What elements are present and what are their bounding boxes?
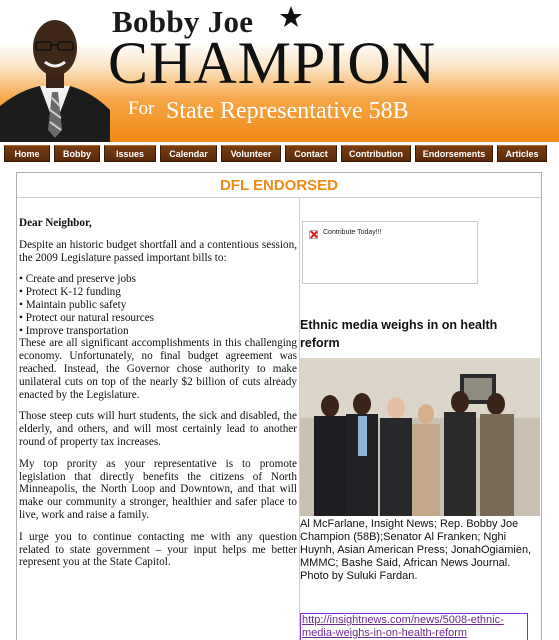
nav-issues[interactable]: Issues — [104, 145, 156, 162]
contribute-label: Contribute Today!!! — [323, 229, 382, 236]
main-nav — [0, 142, 559, 166]
accomplishments-list — [19, 273, 297, 337]
letter-intro: Despite an historic budget shortfall and a contentious session, the 2009 Legislature passed important bills to: — [19, 238, 297, 264]
letter-paragraph: Those steep cuts will hurt students, the sick and disabled, the elderly, and others, and will most certainly lead to another round of property tax increases. — [19, 410, 297, 448]
candidate-portrait — [0, 6, 110, 142]
nav-calendar[interactable]: Calendar — [160, 145, 217, 162]
contribute-image-placeholder[interactable] — [302, 221, 478, 284]
divider — [17, 197, 541, 198]
nav-volunteer[interactable]: Volunteer — [221, 145, 281, 162]
dfl-endorsed-heading: DFL ENDORSED — [219, 177, 339, 194]
nav-bobby[interactable]: Bobby — [54, 145, 100, 162]
letter-paragraph: I urge you to continue contacting me with any question related to state government – your input helps me better represent you at the State Capitol. — [19, 530, 297, 569]
story-link[interactable]: http://insightnews.com/news/5008-ethnic-media-weighs-in-on-health-reform — [300, 613, 528, 640]
list-item: • Protect our natural resources — [19, 312, 297, 325]
candidate-first-name: Bobby Joe — [112, 4, 254, 39]
candidate-last-name: CHAMPION — [108, 30, 437, 96]
main-content — [16, 172, 542, 640]
header-banner — [0, 0, 559, 142]
story-title: Ethnic media weighs in on health reform — [300, 318, 498, 350]
list-item: • Maintain public safety — [19, 299, 297, 312]
nav-home[interactable]: Home — [4, 145, 50, 162]
list-item: • Protect K-12 funding — [19, 286, 297, 299]
subtitle-office: State Representative 58B — [166, 98, 409, 124]
list-item: • Create and preserve jobs — [19, 273, 297, 286]
star-icon — [278, 5, 304, 29]
list-item: • Improve transportation — [19, 325, 297, 338]
letter-to-neighbors — [19, 217, 297, 578]
broken-image-icon — [309, 230, 318, 239]
nav-contribution[interactable]: Contribution — [341, 145, 411, 162]
letter-paragraph: My top prority as your representative is to promote legislation that directly benefits the citizens of North Minneapolis, the North Loop and Downtown, and that will make our community a stronger, healthier and safer place to live, work and raise a family. — [19, 457, 297, 521]
nav-contact[interactable]: Contact — [285, 145, 337, 162]
group-photo — [300, 358, 540, 516]
letter-greeting: Dear Neighbor, — [19, 217, 92, 229]
letter-paragraph: These are all significant accomplishments in this challenging economy. Unfortunately, no final budget agreement was reached. Instead, the Governor chose authority to make unilateral cuts on top of the nearly $2 billion of cuts already enacted by the Legislature. — [19, 337, 297, 401]
photo-caption: Al McFarlane, Insight News; Rep. Bobby Joe Champion (58B);Senator Al Franken; Nghi Huynh, Asian American Press; JonahOgiamien, MMMC; Bashe Said, African News Journal. Photo by Suluki Fardan. — [300, 518, 532, 582]
nav-endorsements[interactable]: Endorsements — [415, 145, 493, 162]
nav-articles[interactable]: Articles — [497, 145, 547, 162]
subtitle-for: For — [128, 98, 155, 119]
